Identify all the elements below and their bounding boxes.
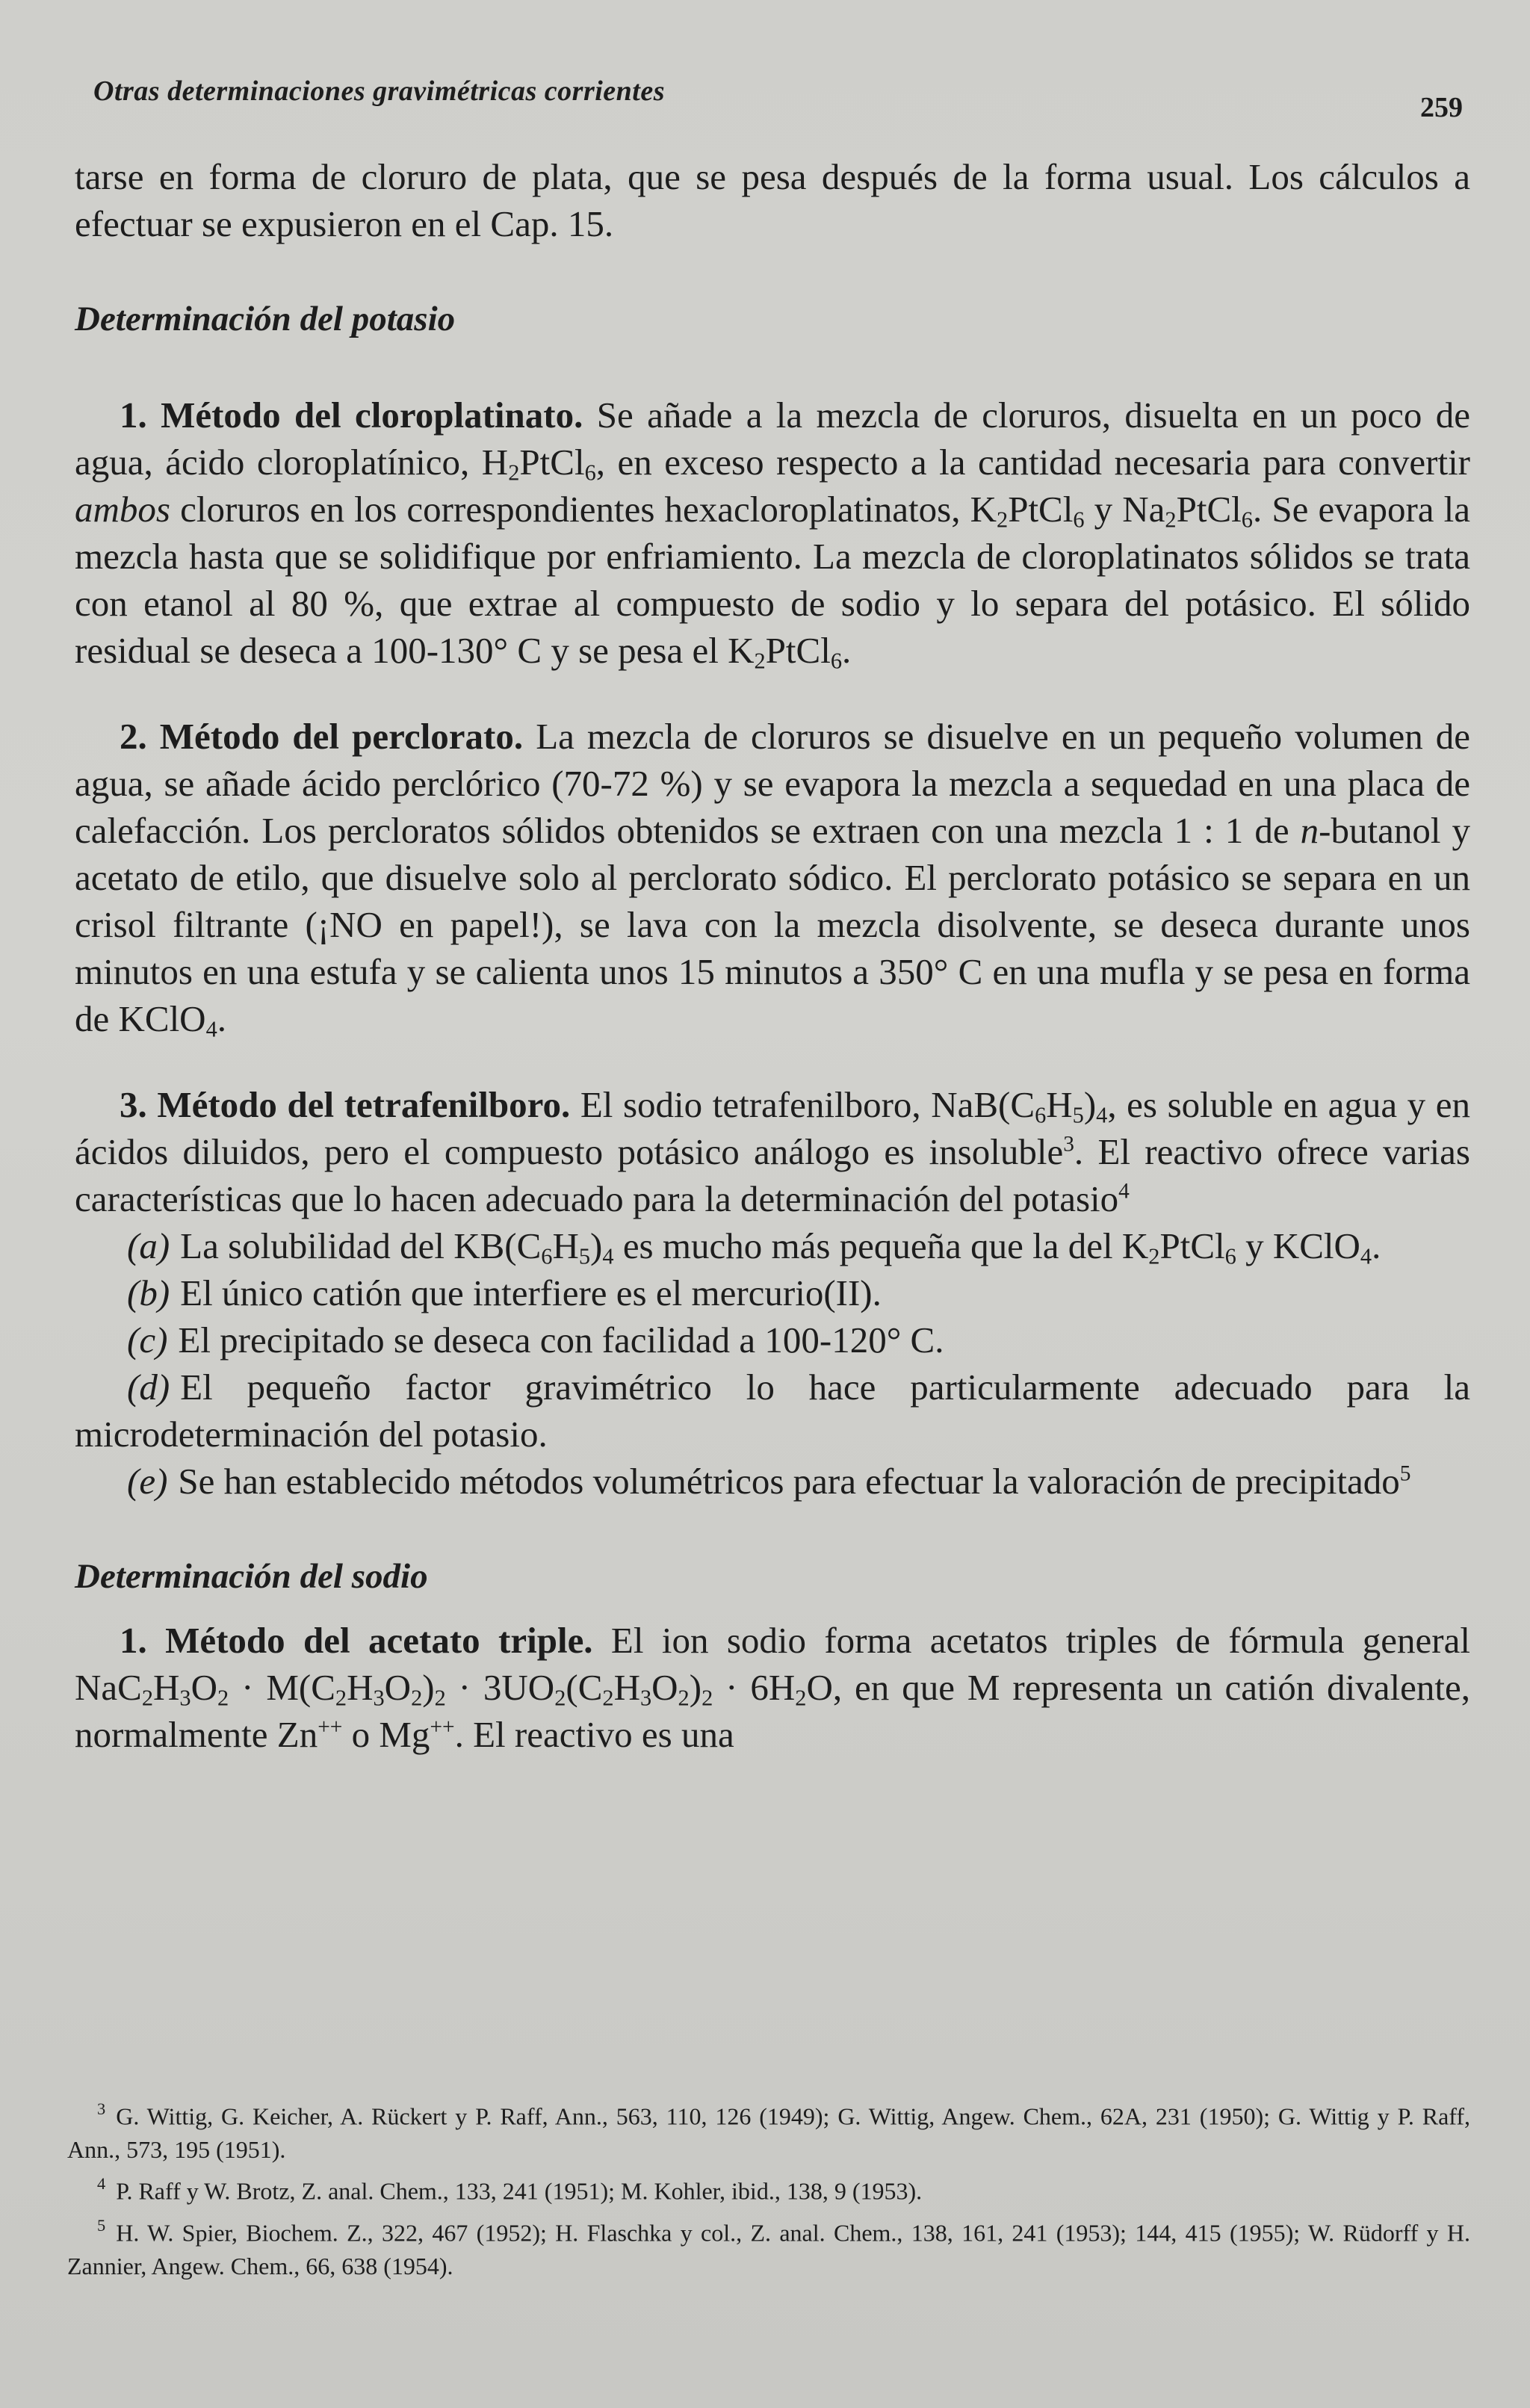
list-item-b: (b) El único catión que interfiere es el mercurio(II). xyxy=(127,1272,882,1313)
method-tetrafenilboro: 3. Método del tetrafenilboro. El sodio tetrafenilboro, $NaB(C_6H_5)_4$, es soluble en agua y en ácidos diluidos, pero el compuesto potásico análogo es insoluble$^3$. El reactivo ofrece varias características que lo hacen adecuado para la determinación del potasio$^4$ xyxy=(75,1084,1470,1219)
method-title: 1. Método del cloroplatinato. xyxy=(120,394,583,436)
list-item-c: (c) El precipitado se deseca con facilidad a 100-120° C. xyxy=(127,1319,944,1361)
page-body xyxy=(75,153,1470,1758)
footnote-ref-4: 4 xyxy=(1118,1179,1130,1204)
list-item-d: (d) El pequeño factor gravimétrico lo hace particularmente adecuado para la microdeterminación del potasio. xyxy=(75,1367,1470,1455)
running-title: Otras determinaciones gravimétricas corrientes xyxy=(93,75,666,107)
footnote-ref-5: 5 xyxy=(1399,1461,1411,1486)
list-item-a: (a) La solubilidad del $KB(C_6H_5)_4$ es mucho más pequeña que la del $K_2PtCl_6$ y KClO$_4$. xyxy=(127,1225,1381,1269)
intro-paragraph: tarse en forma de cloruro de plata, que se pesa después de la forma usual. Los cálculos a efectuar se expusieron en el Cap. 15. xyxy=(75,156,1470,244)
footnote-5: $^5$ H. W. Spier, Biochem. Z., 322, 467 (1952); H. Flaschka y col., Z. anal. Chem., 138, 161, 241 (1953); 144, 415 (1955); W. Rüdorff y H. Zannier, Angew. Chem., 66, 638 (1954). xyxy=(67,2215,1470,2280)
page-number: 259 xyxy=(1420,92,1463,123)
footnote-3: $^3$ G. Wittig, G. Keicher, A. Rückert y P. Raff, Ann., 563, 110, 126 (1949); G. Wittig, Angew. Chem., 62A, 231 (1950); G. Wittig y P. Raff, Ann., 573, 195 (1951). xyxy=(67,2099,1470,2164)
section-title-sodio: Determinación del sodio xyxy=(75,1557,428,1596)
method-acetato-triple: 1. Método del acetato triple. El ion sodio forma acetatos triples de fórmula general $NaC_2H_3O_2 \cdot M(C_2H_3O_2)_2 \cdot 3UO_2(C_2H_3O_2)_2 \cdot 6H_2O$, en que M representa un catión divalente, normalmente Zn++ o Mg++. El reactivo es una xyxy=(75,1620,1470,1755)
footnote-4: $^4$ P. Raff y W. Brotz, Z. anal. Chem., 133, 241 (1951); M. Kohler, ibid., 138, 9 (1953). xyxy=(97,2174,923,2205)
method-cloroplatinato: 1. Método del cloroplatinato. Se añade a la mezcla de cloruros, disuelta en un poco de agua, ácido cloroplatínico, $H_2PtCl_6$, en exceso respecto a la cantidad necesaria para convertir ambos cloruros en los correspondientes hexacloroplatinatos, $K_2PtCl_6$ y $Na_2PtCl_6$. Se evapora la mezcla hasta que se solidifique por enfriamiento. La mezcla de cloroplatinatos sólidos se trata con etanol al 80 %, que extrae al compuesto de sodio y lo separa del potásico. El sólido residual se deseca a 100-130° C y se pesa el $K_2PtCl_6$. xyxy=(75,394,1470,674)
section-title-potasio: Determinación del potasio xyxy=(75,300,456,338)
running-head xyxy=(93,75,1463,134)
list-item-e: (e) Se han establecido métodos volumétricos para efectuar la valoración de precipitado$^5$ xyxy=(127,1461,1411,1502)
method-title: 1. Método del acetato triple. xyxy=(120,1620,593,1661)
footnotes xyxy=(67,2092,1470,2283)
method-title: 3. Método del tetrafenilboro. xyxy=(120,1084,571,1125)
method-title: 2. Método del perclorato. xyxy=(120,716,524,757)
footnote-ref-3: 3 xyxy=(1063,1132,1074,1157)
method-perclorato: 2. Método del perclorato. La mezcla de cloruros se disuelve en un pequeño volumen de agua, se añade ácido perclórico (70-72 %) y se evapora la mezcla a sequedad en una placa de calefacción. Los percloratos sólidos obtenidos se extraen con una mezcla 1 : 1 de n-butanol y acetato de etilo, que disuelve solo al perclorato sódico. El perclorato potásico se separa en un crisol filtrante (¡NO en papel!), se lava con la mezcla disolvente, se deseca durante unos minutos en una estufa y se calienta unos 15 minutos a 350° C en una mufla y se pesa en forma de KClO$_4$. xyxy=(75,716,1471,1042)
